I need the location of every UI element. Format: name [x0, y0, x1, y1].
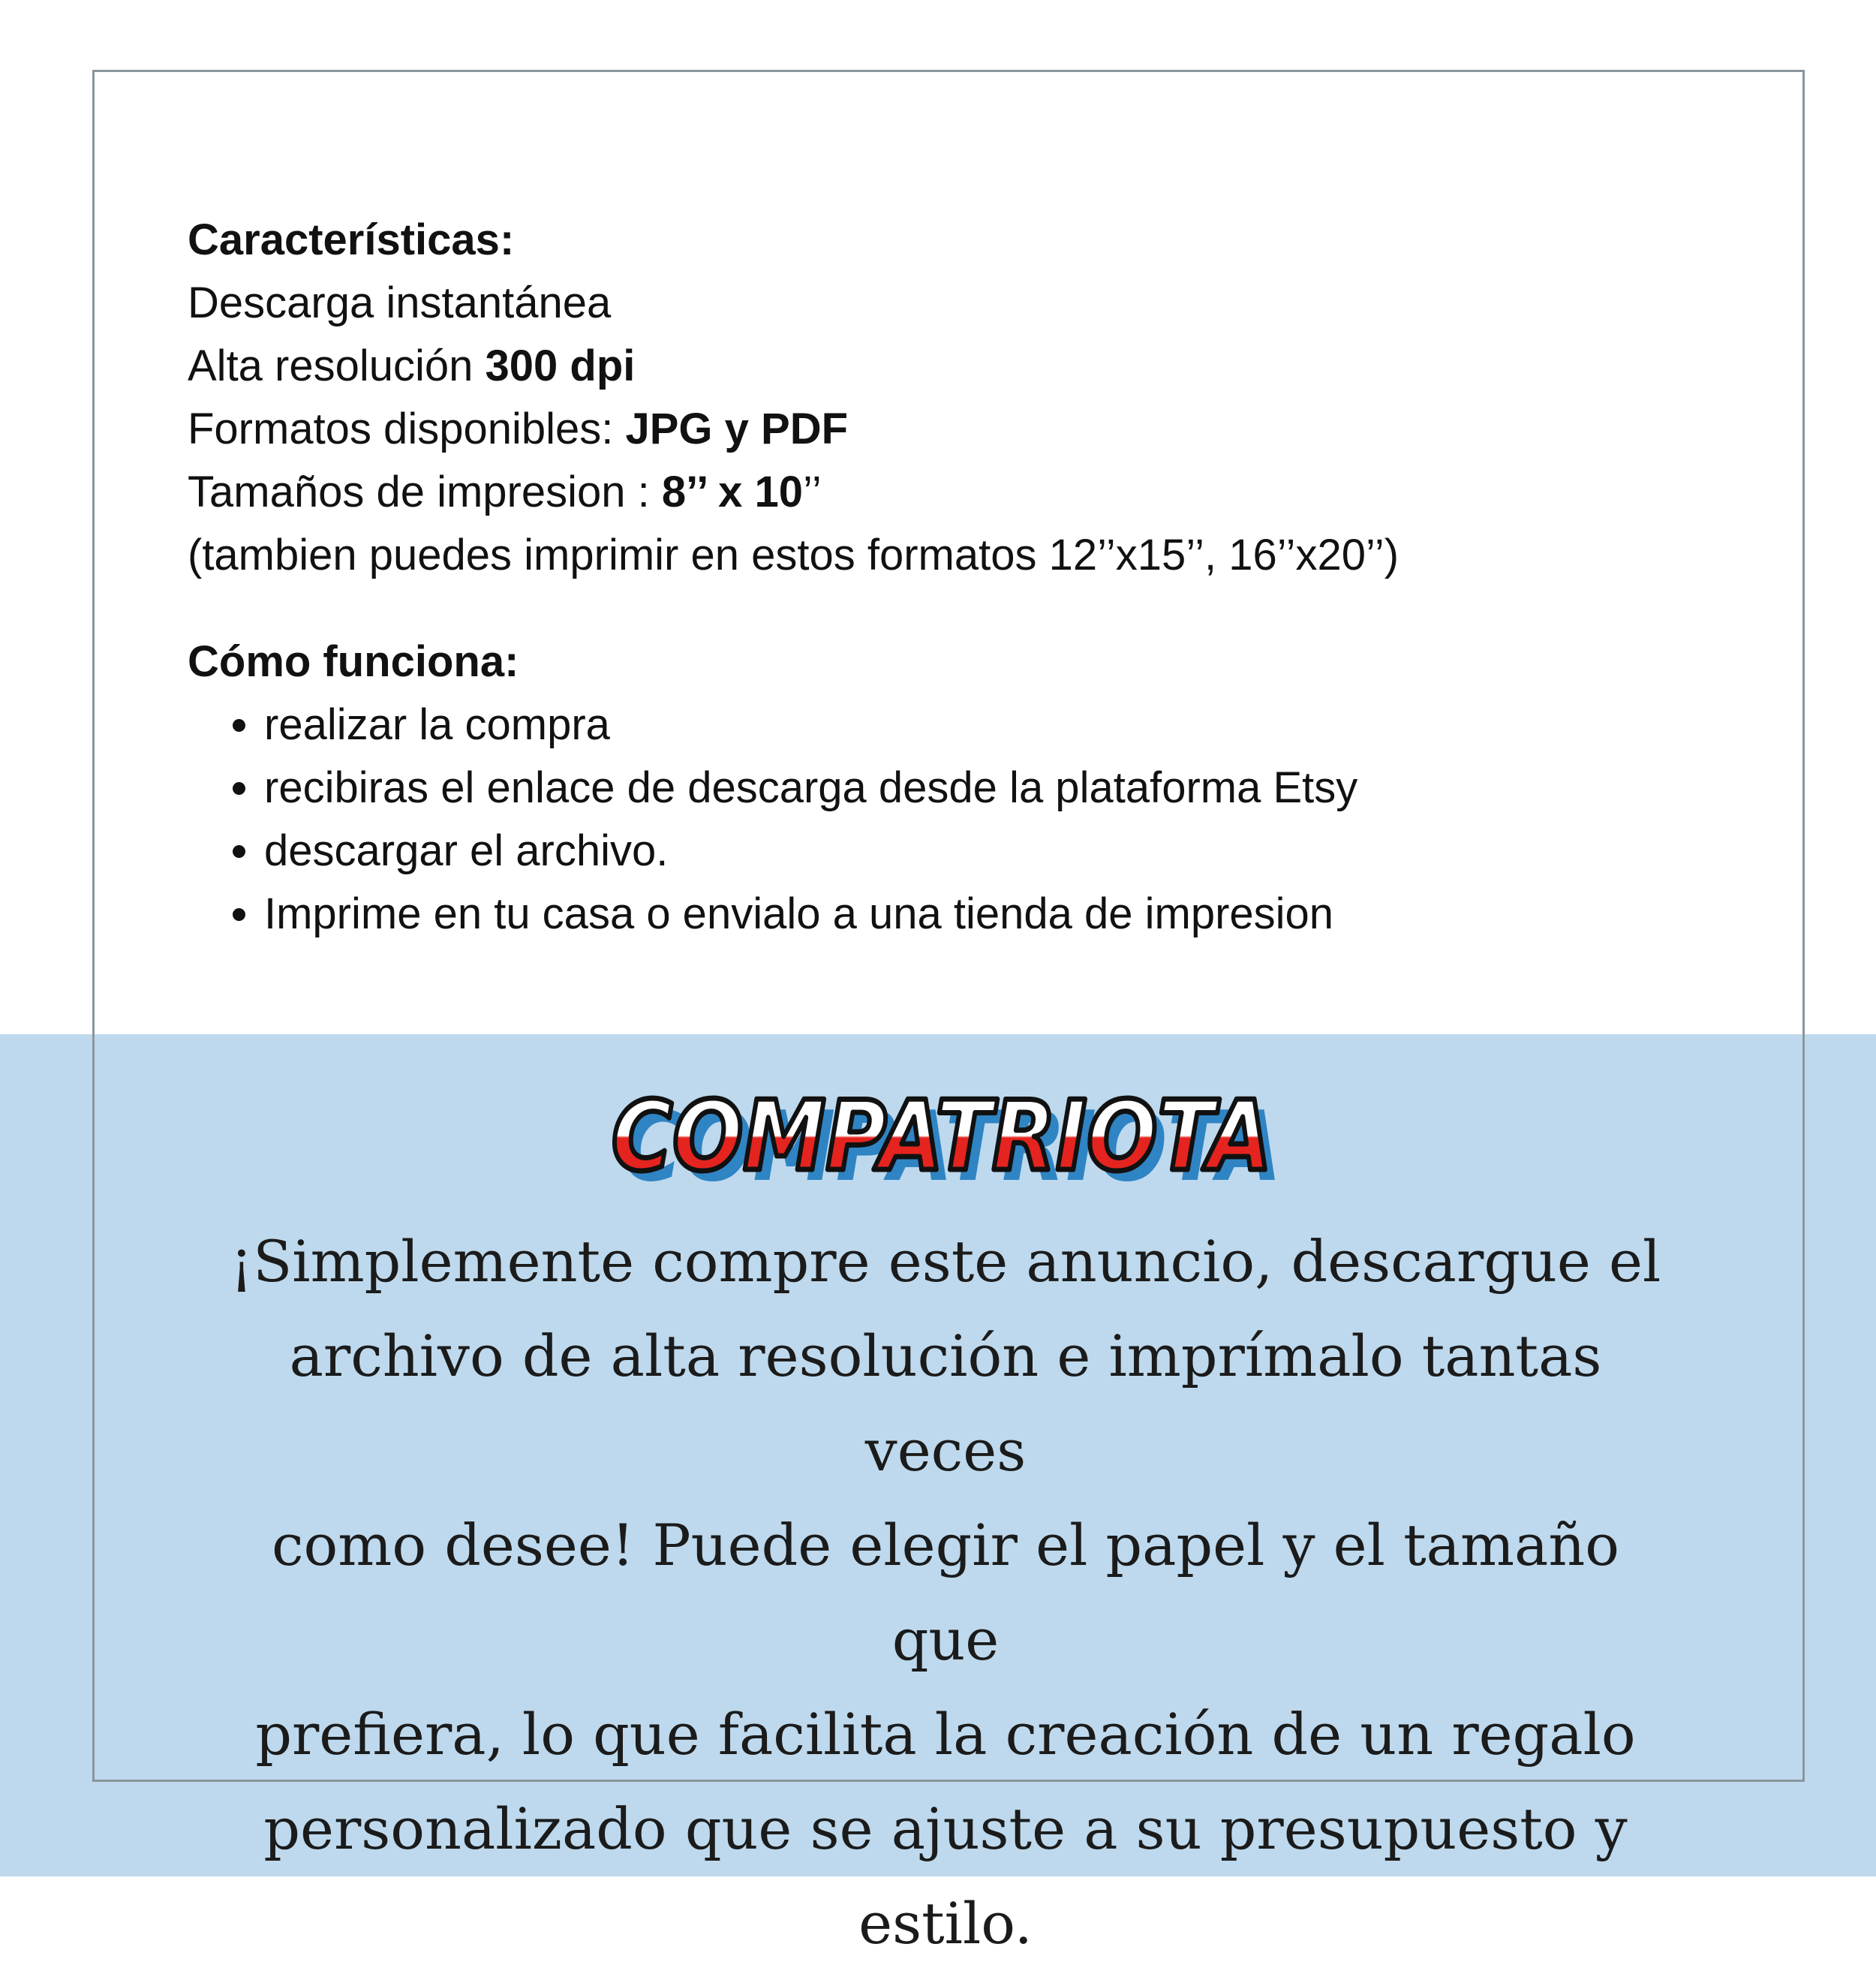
promo-line: ¡Simplemente compre este anuncio, descargue el	[230, 1228, 1661, 1295]
feature-print-sizes	[188, 461, 1726, 524]
promo-line: archivo de alta resolución e imprímalo tantas veces	[289, 1323, 1602, 1484]
features-section	[188, 209, 1726, 587]
sizes-label: Tamaños de impresion :	[188, 468, 662, 516]
compatriota-logo-art	[593, 1051, 1291, 1201]
resolution-value: 300 dpi	[485, 342, 636, 390]
promo-line: personalizado que se ajuste a su presupuesto y estilo.	[263, 1795, 1628, 1957]
logo-shadow-text: COMPATRIOTA	[621, 1091, 1282, 1201]
promo-paragraph	[210, 1214, 1681, 1971]
how-it-works-heading: Cómo funciona:	[188, 637, 519, 686]
formats-value: JPG y PDF	[625, 405, 849, 453]
logo-main-text: COMPATRIOTA	[612, 1081, 1272, 1193]
sizes-suffix: ’’	[803, 468, 822, 516]
promo-line: como desee! Puede elegir el papel y el tamaño que	[271, 1512, 1620, 1673]
how-it-works-list	[188, 694, 1726, 946]
how-it-works-section	[188, 630, 1726, 946]
compatriota-logo	[593, 1051, 1291, 1201]
feature-alternative-sizes: (tambien puedes imprimir en estos formatos 12’’x15’’, 16’’x20’’)	[188, 531, 1399, 579]
formats-label: Formatos disponibles:	[188, 405, 626, 453]
feature-resolution	[188, 335, 1726, 398]
feature-formats	[188, 398, 1726, 461]
list-item: recibiras el enlace de descarga desde la plataforma Etsy	[264, 757, 1726, 820]
feature-instant-download: Descarga instantánea	[188, 278, 612, 327]
sizes-value: 8’’ x 10	[661, 468, 803, 516]
features-heading: Características:	[188, 215, 515, 264]
list-item: Imprime en tu casa o envialo a una tienda de impresion	[264, 883, 1726, 946]
promo-line: prefiera, lo que facilita la creación de un regalo	[255, 1701, 1636, 1768]
list-item: realizar la compra	[264, 694, 1726, 757]
list-item: descargar el archivo.	[264, 820, 1726, 883]
resolution-label: Alta resolución	[188, 342, 486, 390]
